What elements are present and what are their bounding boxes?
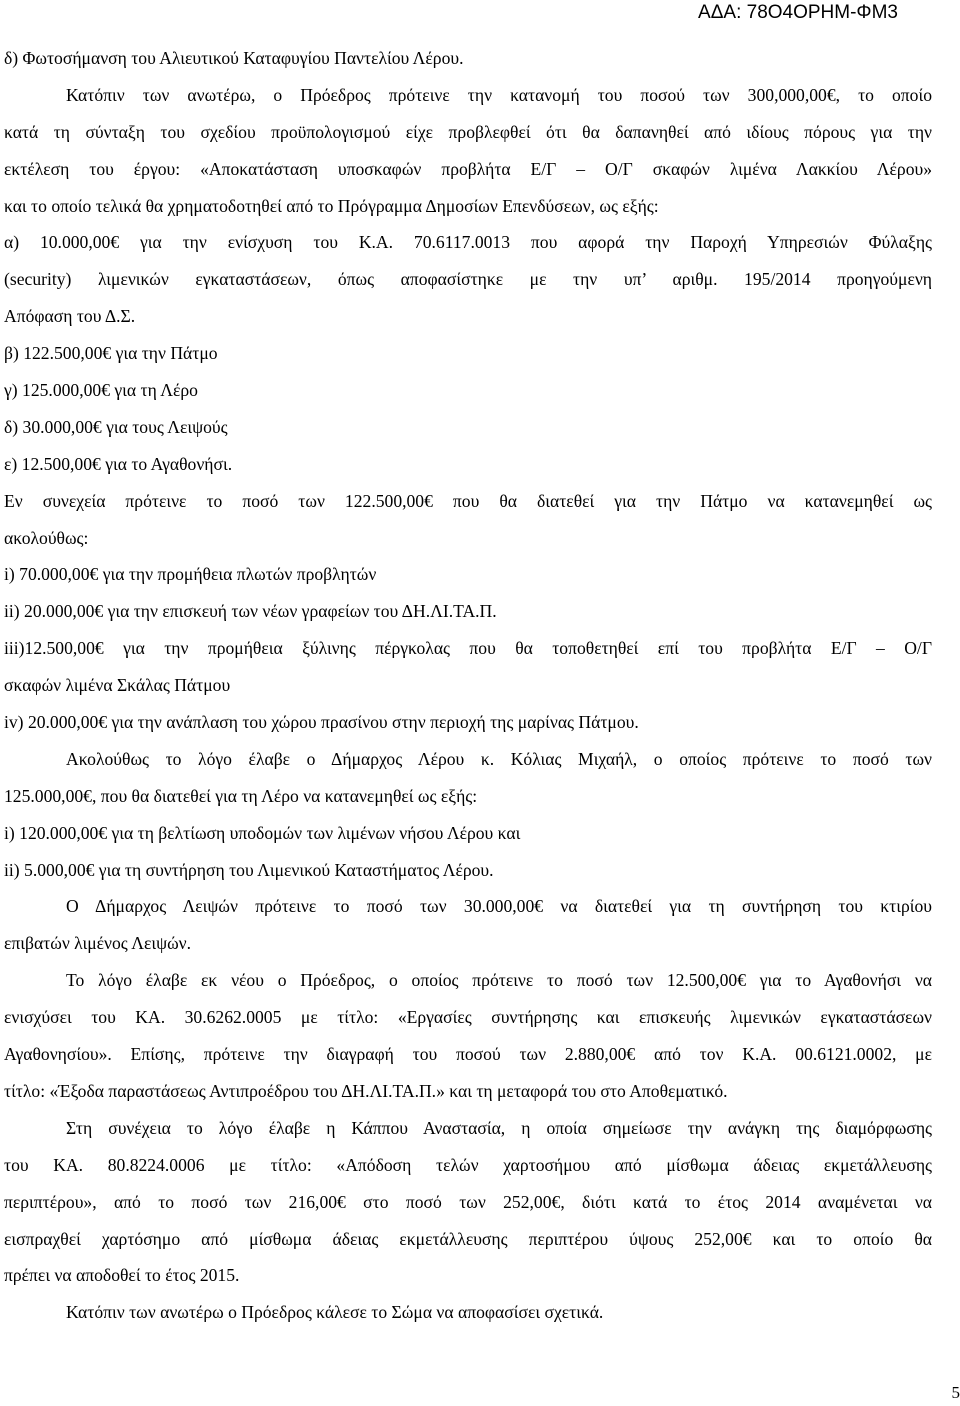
text-line: i) 120.000,00€ για τη βελτίωση υποδομών των λιμένων νήσου Λέρου και xyxy=(4,822,521,843)
text-line: α) 10.000,00€ για την ενίσχυση του Κ.Α. 70.6117.0013 που αφορά την Παροχή Υπηρεσιών Φύλαξης xyxy=(4,232,932,253)
text-line: Απόφαση του Δ.Σ. xyxy=(4,306,136,327)
text-line: δ) 30.000,00€ για τους Λειψούς xyxy=(4,416,228,437)
text-line: Κατόπιν των ανωτέρω, ο Πρόεδρος πρότεινε την κατανομή του ποσού των 300,000,00€, το οποίο xyxy=(66,84,932,105)
ada-code: ΑΔΑ: 78Ο4ΟΡΗΜ-ΦΜ3 xyxy=(698,2,898,23)
text-line: iv) 20.000,00€ για την ανάπλαση του χώρου πρασίνου στην περιοχή της μαρίνας Πάτμου. xyxy=(4,712,639,733)
text-line: πρέπει να αποδοθεί το έτος 2015. xyxy=(4,1265,240,1286)
text-line: iii)12.500,00€ για την προμήθεια ξύλινης πέργκολας που θα τοποθετηθεί επί του προβλήτα Ε/Γ – Ο/Γ xyxy=(4,638,932,659)
text-line: β) 122.500,00€ για την Πάτμο xyxy=(4,343,218,364)
text-line: Ακολούθως το λόγο έλαβε ο Δήμαρχος Λέρου κ. Κόλιας Μιχαήλ, ο οποίος πρότεινε το ποσό των xyxy=(66,748,932,769)
text-line: Στη συνέχεια το λόγο έλαβε η Κάππου Αναστασία, η οποία σημείωσε την ανάγκη της διαμόρφωσης xyxy=(66,1117,932,1138)
text-line: γ) 125.000,00€ για τη Λέρο xyxy=(4,380,198,401)
text-line: ακολούθως: xyxy=(4,527,89,548)
text-line: Εν συνεχεία πρότεινε το ποσό των 122.500,00€ που θα διατεθεί για την Πάτμο να κατανεμηθεί ως xyxy=(4,490,932,511)
text-line: Κατόπιν των ανωτέρω ο Πρόεδρος κάλεσε το Σώμα να αποφασίσει σχετικά. xyxy=(66,1302,604,1323)
text-line: δ) Φωτοσήμανση του Αλιευτικού Καταφυγίου Παντελίου Λέρου. xyxy=(4,48,464,68)
text-line: ii) 5.000,00€ για τη συντήρηση του Λιμενικού Καταστήματος Λέρου. xyxy=(4,859,494,880)
text-line: περιπτέρου», από το ποσό των 216,00€ στο ποσό των 252,00€, διότι κατά το έτος 2014 αναμένεται να xyxy=(4,1191,932,1212)
page-number: 5 xyxy=(951,1383,960,1402)
text-line: εισπραχθεί χαρτόσημο από μίσθωμα άδειας εκμετάλλευσης περιπτέρου ύψους 252,00€ και το οποίο θα xyxy=(4,1228,932,1249)
text-line: τίτλο: «Έξοδα παραστάσεως Αντιπροέδρου του ΔΗ.ΛΙ.ΤΑ.Π.» και τη μεταφορά του στο Αποθεματικό. xyxy=(4,1080,728,1101)
text-line: Ο Δήμαρχος Λειψών πρότεινε το ποσό των 30.000,00€ να διατεθεί για τη συντήρηση του κτιρίου xyxy=(66,896,932,917)
text-line: ε) 12.500,00€ για το Αγαθονήσι. xyxy=(4,453,233,474)
text-line: (security) λιμενικών εγκαταστάσεων, όπως αποφασίστηκε με την υπ’ αριθμ. 195/2014 προηγούμενη xyxy=(4,269,932,290)
text-line: εκτέλεση του έργου: «Αποκατάσταση υποσκαφών προβλήτα Ε/Γ – Ο/Γ σκαφών λιμένα Λακκίου Λέρου» xyxy=(4,158,932,179)
text-line: ενισχύσει του ΚΑ. 30.6262.0005 με τίτλο: «Εργασίες συντήρησης και επισκευής λιμενικών εγκαταστάσεων xyxy=(4,1007,932,1028)
text-line: επιβατών λιμένος Λειψών. xyxy=(4,933,192,954)
text-line: και το οποίο τελικά θα χρηματοδοτηθεί από το Πρόγραμμα Δημοσίων Επενδύσεων, ως εξής: xyxy=(4,195,659,216)
text-line: i) 70.000,00€ για την προμήθεια πλωτών προβλητών xyxy=(4,564,377,585)
text-line: του ΚΑ. 80.8224.0006 με τίτλο: «Απόδοση τελών χαρτοσήμου από μίσθωμα άδειας εκμετάλλευσης xyxy=(4,1154,932,1175)
text-line: Το λόγο έλαβε εκ νέου ο Πρόεδρος, ο οποίος πρότεινε το ποσό των 12.500,00€ για το Αγαθονήσι να xyxy=(66,970,932,991)
text-line: Αγαθονησίου». Επίσης, πρότεινε την διαγραφή του ποσού των 2.880,00€ από τον Κ.Α. 00.6121.0002, με xyxy=(4,1044,932,1065)
text-line: κατά τη σύνταξη του σχεδίου προϋπολογισμού είχε προβλεφθεί ότι θα δαπανηθεί από ιδίους πόρους για την xyxy=(4,121,932,142)
text-line: 125.000,00€, που θα διατεθεί για τη Λέρο να κατανεμηθεί ως εξής: xyxy=(4,785,478,806)
text-line: σκαφών λιμένα Σκάλας Πάτμου xyxy=(4,675,231,696)
text-line: ii) 20.000,00€ για την επισκευή των νέων γραφείων του ΔΗ.ΛΙ.ΤΑ.Π. xyxy=(4,601,497,622)
document-body xyxy=(4,40,932,1331)
